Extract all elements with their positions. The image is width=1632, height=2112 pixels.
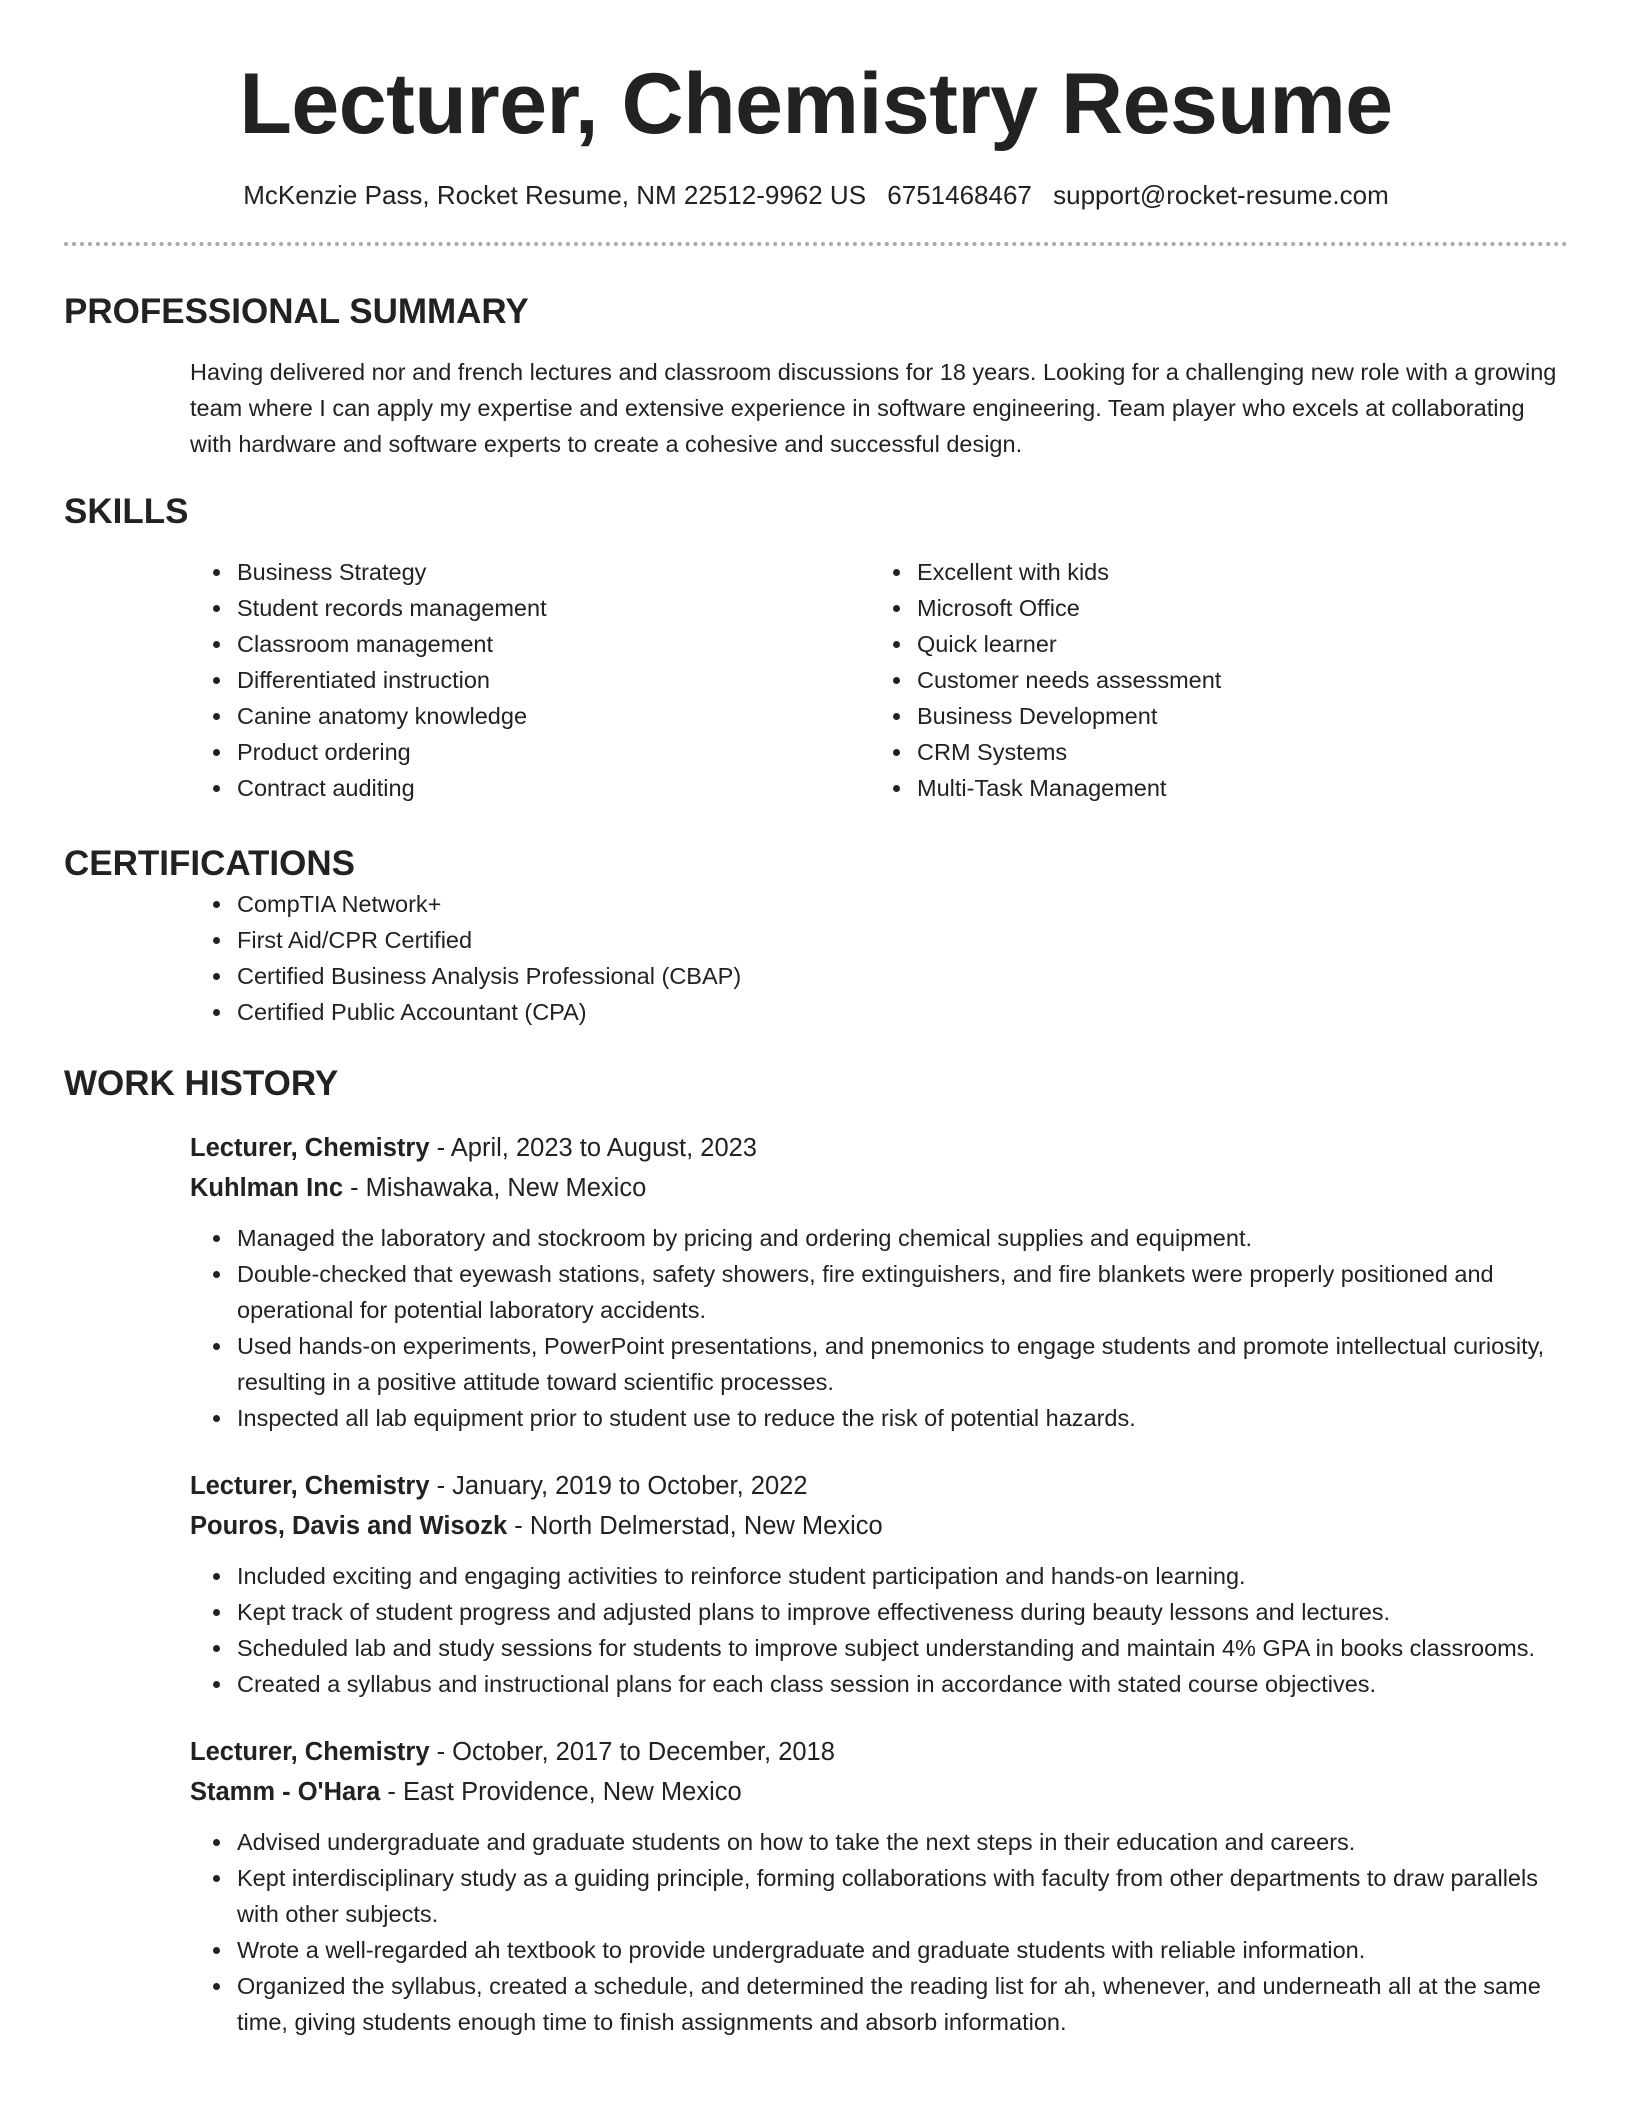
skill-item: • Business Strategy <box>234 554 744 590</box>
work-history-heading: WORK HISTORY <box>64 1064 339 1103</box>
work-history-section <box>64 1062 1568 2040</box>
skill-item: • Differentiated instruction <box>234 662 744 698</box>
skills-columns <box>64 554 1568 806</box>
header-divider <box>64 242 1568 246</box>
contact-phone: 6751468467 <box>887 180 1032 210</box>
certification-item: • Certified Business Analysis Professional (CBAP) <box>234 958 1568 994</box>
job-bullet: • Organized the syllabus, created a schedule, and determined the reading list for ah, whenever, and underneath all at the same time, giving students enough time to finish assignments and absorb information. <box>234 1968 1568 2040</box>
job-entry <box>190 1732 1568 2040</box>
job-dates: - October, 2017 to December, 2018 <box>429 1738 835 1766</box>
job-location: - Mishawaka, New Mexico <box>343 1174 647 1202</box>
summary-text: Having delivered nor and french lectures and classroom discussions for 18 years. Looking for a challenging new role with a growing team where I can apply my expertise and extensive experience in software engineering. Team player who excels at collaborating with hardware and software experts to create a cohesive and successful design. <box>190 359 1557 457</box>
job-entry <box>190 1128 1568 1436</box>
job-bullet: • Advised undergraduate and graduate students on how to take the next steps in their education and careers. <box>234 1824 1568 1860</box>
job-bullet: • Managed the laboratory and stockroom by pricing and ordering chemical supplies and equipment. <box>234 1220 1568 1256</box>
skill-item: • Quick learner <box>914 626 1424 662</box>
contact-line <box>64 176 1568 214</box>
skill-item: • Contract auditing <box>234 770 744 806</box>
job-role: Lecturer, Chemistry <box>190 1134 430 1162</box>
skills-list-left <box>64 554 744 806</box>
job-company-line <box>190 1506 1568 1546</box>
skill-item: • CRM Systems <box>914 734 1424 770</box>
skill-item: • Business Development <box>914 698 1424 734</box>
job-bullet: • Inspected all lab equipment prior to student use to reduce the risk of potential hazards. <box>234 1400 1568 1436</box>
job-bullets <box>190 1824 1568 2040</box>
contact-address: McKenzie Pass, Rocket Resume, NM 22512-9962 US <box>243 180 867 210</box>
resume-title: Lecturer, Chemistry Resume <box>239 56 1393 152</box>
skill-item: • Product ordering <box>234 734 744 770</box>
job-location: - East Providence, New Mexico <box>380 1778 742 1806</box>
certification-item: • Certified Public Accountant (CPA) <box>234 994 1568 1030</box>
summary-section <box>64 290 1568 462</box>
skill-item: • Microsoft Office <box>914 590 1424 626</box>
job-company: Kuhlman Inc <box>190 1174 344 1202</box>
skills-section <box>64 490 1568 806</box>
skill-item: • Canine anatomy knowledge <box>234 698 744 734</box>
job-title-line <box>190 1128 1568 1168</box>
summary-heading: PROFESSIONAL SUMMARY <box>64 292 529 331</box>
contact-email: support@rocket-resume.com <box>1053 180 1389 210</box>
certification-item: • CompTIA Network+ <box>234 886 1568 922</box>
skill-item: • Classroom management <box>234 626 744 662</box>
skills-heading: SKILLS <box>64 492 189 531</box>
job-dates: - April, 2023 to August, 2023 <box>429 1134 757 1162</box>
skill-item: • Student records management <box>234 590 744 626</box>
job-bullet: • Included exciting and engaging activities to reinforce student participation and hands-on learning. <box>234 1558 1568 1594</box>
job-bullet: • Scheduled lab and study sessions for students to improve subject understanding and maintain 4% GPA in books classrooms. <box>234 1630 1568 1666</box>
job-company: Pouros, Davis and Wisozk <box>190 1512 508 1540</box>
job-bullet: • Kept interdisciplinary study as a guiding principle, forming collaborations with faculty from other departments to draw parallels with other subjects. <box>234 1860 1568 1932</box>
skills-list-right <box>744 554 1424 806</box>
job-title-line <box>190 1732 1568 1772</box>
certification-item: • First Aid/CPR Certified <box>234 922 1568 958</box>
skill-item: • Multi-Task Management <box>914 770 1424 806</box>
job-bullet: • Used hands-on experiments, PowerPoint presentations, and pnemonics to engage students and promote intellectual curiosity, resulting in a positive attitude toward scientific processes. <box>234 1328 1568 1400</box>
job-bullet: • Double-checked that eyewash stations, safety showers, fire extinguishers, and fire blankets were properly positioned and operational for potential laboratory accidents. <box>234 1256 1568 1328</box>
job-bullet: • Created a syllabus and instructional plans for each class session in accordance with stated course objectives. <box>234 1666 1568 1702</box>
job-entry <box>190 1466 1568 1702</box>
job-role: Lecturer, Chemistry <box>190 1738 430 1766</box>
job-dates: - January, 2019 to October, 2022 <box>429 1472 808 1500</box>
job-title-line <box>190 1466 1568 1506</box>
job-bullet: • Kept track of student progress and adjusted plans to improve effectiveness during beauty lessons and lectures. <box>234 1594 1568 1630</box>
job-bullets <box>190 1220 1568 1436</box>
certifications-heading: CERTIFICATIONS <box>64 844 356 883</box>
job-company-line <box>190 1168 1568 1208</box>
certifications-section <box>64 842 1568 1030</box>
certifications-list <box>64 886 1568 1030</box>
skill-item: • Excellent with kids <box>914 554 1424 590</box>
job-role: Lecturer, Chemistry <box>190 1472 430 1500</box>
job-company-line <box>190 1772 1568 1812</box>
job-location: - North Delmerstad, New Mexico <box>507 1512 883 1540</box>
job-bullet: • Wrote a well-regarded ah textbook to provide undergraduate and graduate students with reliable information. <box>234 1932 1568 1968</box>
job-company: Stamm - O'Hara <box>190 1778 381 1806</box>
skill-item: • Customer needs assessment <box>914 662 1424 698</box>
job-bullets <box>190 1558 1568 1702</box>
